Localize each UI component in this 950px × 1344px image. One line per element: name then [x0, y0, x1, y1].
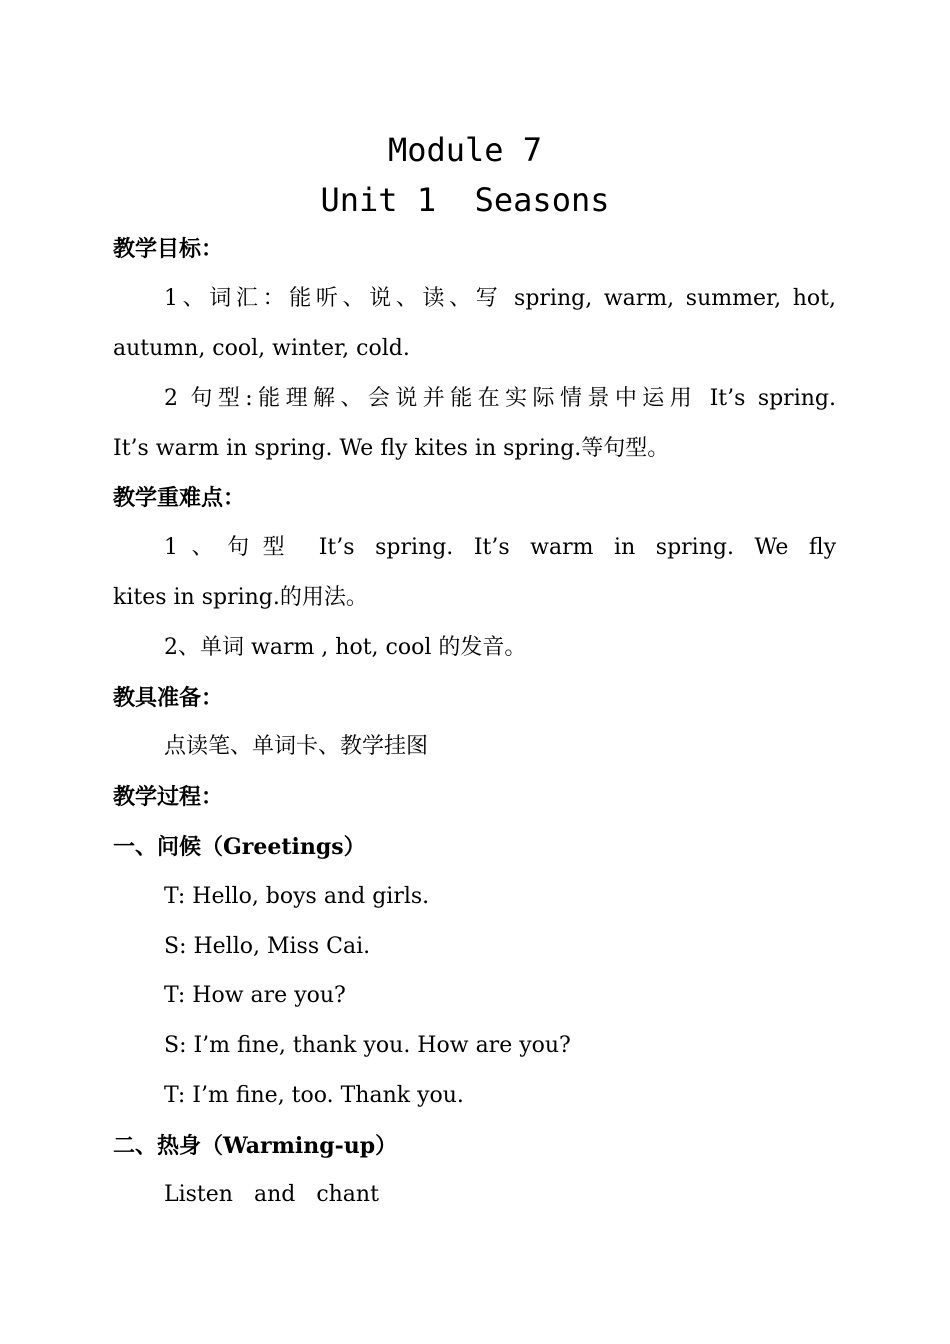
warmup-activity: Listen and chant — [164, 1182, 379, 1207]
objectives-vocab-line2: autumn, cool, winter, cold. — [113, 336, 410, 361]
key-point-1-line1: 1、句型 It’s spring. It’s warm in spring. We fly — [164, 535, 836, 560]
materials-items: 点读笔、单词卡、教学挂图 — [164, 734, 429, 759]
objectives-heading: 教学目标： — [113, 236, 224, 262]
process-heading: 教学过程： — [113, 784, 224, 810]
objectives-sentence-line2: It’s warm in spring. We fly kites in spring.等句型。 — [113, 436, 670, 461]
materials-heading: 教具准备： — [113, 685, 224, 711]
dialogue-line: S: Hello, Miss Cai. — [164, 934, 371, 959]
objectives-vocab-line1: 1、词汇：能听、说、读、写 spring, warm, summer, hot, — [164, 286, 836, 311]
key-points-heading: 教学重难点： — [113, 485, 246, 511]
dialogue-line: T: Hello, boys and girls. — [164, 884, 430, 909]
key-point-1-line2: kites in spring.的用法。 — [113, 585, 368, 610]
objectives-sentence-line1: 2 句型:能理解、会说并能在实际情景中运用 It’s spring. — [164, 386, 836, 411]
greetings-heading: 一、问候（Greetings） — [113, 834, 366, 860]
dialogue-line: T: How are you? — [164, 983, 346, 1008]
document-title-module: Module 7 — [387, 131, 543, 169]
dialogue-line: S: I’m fine, thank you. How are you? — [164, 1033, 571, 1058]
warmup-heading: 二、热身（Warming-up） — [113, 1133, 398, 1159]
key-point-2: 2、单词 warm , hot, cool 的发音。 — [164, 635, 527, 660]
dialogue-line: T: I’m fine, too. Thank you. — [164, 1083, 464, 1108]
document-title-unit: Unit 1 Seasons — [320, 181, 610, 219]
